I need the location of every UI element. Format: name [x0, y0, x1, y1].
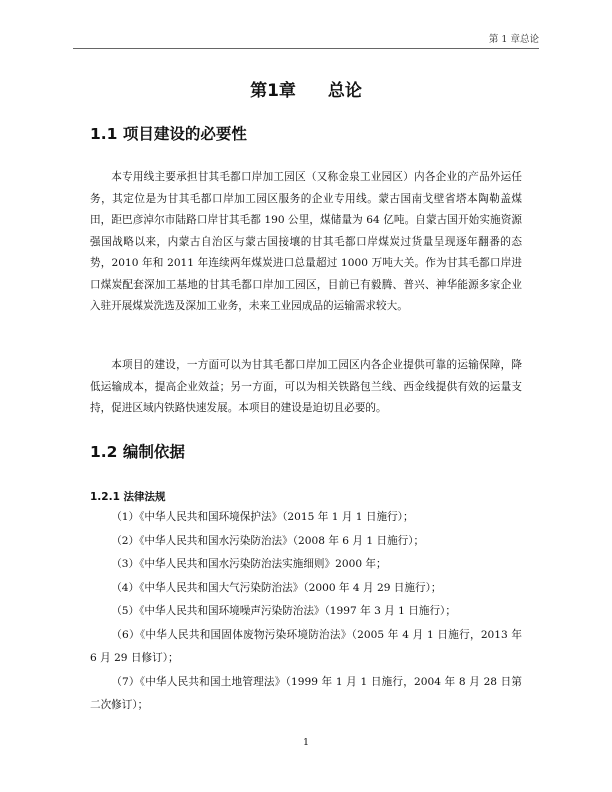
running-header: 第 1 章总论 — [488, 34, 539, 45]
list-item: （7）《中华人民共和国土地管理法》（1999 年 1 月 1 日施行，2004 年 8 月 28 日第二次修订）； — [90, 675, 522, 711]
chapter-title — [0, 76, 612, 101]
section-heading-1-1: 1.1 项目建设的必要性 — [90, 125, 247, 143]
list-item: （4）《中华人民共和国大气污染防治法》（2000 年 4 月 29 日施行）； — [111, 581, 442, 594]
body-paragraph: 本项目的建设，一方面可以为甘其毛都口岸加工园区内各企业提供可靠的运输保障，降低运输成本，提高企业效益；另一方面，可以为相关铁路包兰线、西金线提供有效的运量支持，促进区域内铁路快速发展。本项目的建设是迫切且必要的。 — [90, 359, 522, 414]
list-item: （2）《中华人民共和国水污染防治法》（2008 年 6 月 1 日施行）； — [111, 534, 425, 547]
chapter-name: 总论 — [327, 81, 362, 101]
list-item: （1）《中华人民共和国环境保护法》（2015 年 1 月 1 日施行）； — [111, 511, 414, 523]
regulation-list — [90, 506, 522, 718]
header-divider — [73, 48, 539, 49]
page-number: 1 — [302, 737, 310, 748]
list-item: （6）《中华人民共和国固体废物污染环境防治法》（2005 年 4 月 1 日施行，2013 年 6 月 29 日修订）； — [90, 628, 522, 664]
list-item: （5）《中华人民共和国环境噪声污染防治法》（1997 年 3 月 1 日施行）； — [111, 605, 456, 617]
section-heading-1-2: 1.2 编制依据 — [90, 443, 185, 461]
subsection-heading-1-2-1: 1.2.1 法律法规 — [90, 491, 166, 503]
chapter-number: 第1章 — [250, 81, 296, 101]
list-item: （3）《中华人民共和国水污染防治法实施细则》2000 年； — [111, 558, 387, 570]
body-paragraph: 本专用线主要承担甘其毛都口岸加工园区（又称金泉工业园区）内各企业的产品外运任务，其定位是为甘其毛都口岸加工园区服务的企业专用线。蒙古国南戈壁省塔本陶勒盖煤田，距巴彦淖尔市陆路口岸甘其毛都 190 公里，煤储量为 64 亿吨。自蒙古国开始实施资源强国战略以来，内蒙古自治区与蒙古国接壤的甘其毛都口岸煤炭过货量呈现逐年翻番的态势，2010 年和 2011 年连续两年煤炭进口总量超过 1000 万吨大关。作为甘其毛都口岸进口煤炭配套深加工基地的甘其毛都口岸加工园区，目前已有毅腾、普兴、神华能源多家企业入驻开展煤炭洗选及深加工业务，未来工业园成品的运输需求较大。 — [90, 171, 522, 312]
